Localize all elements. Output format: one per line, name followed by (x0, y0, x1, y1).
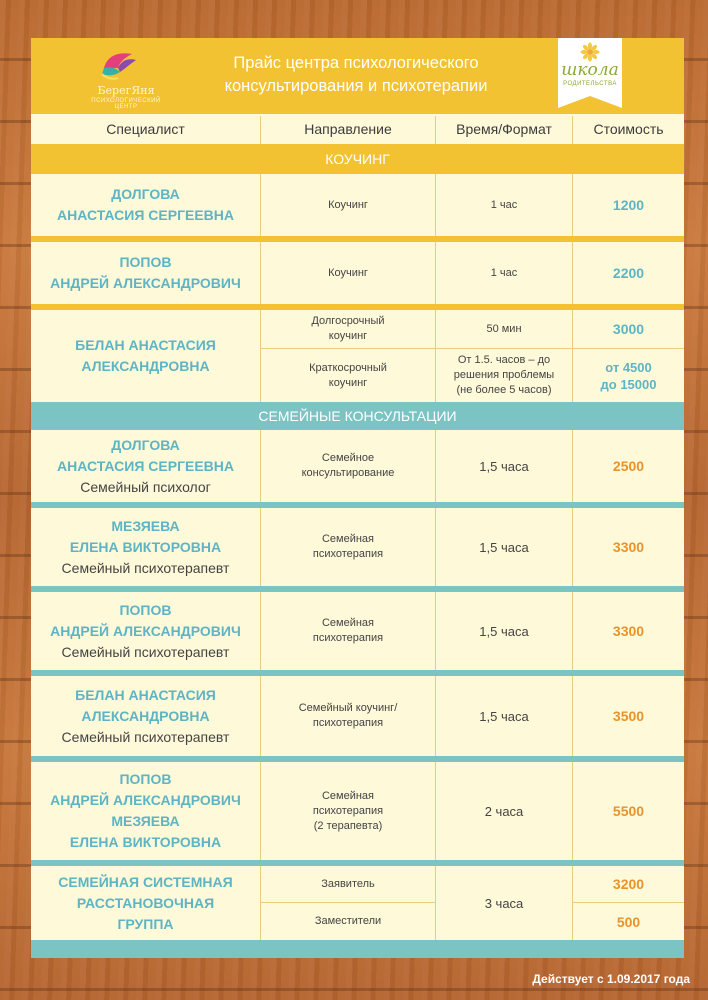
divider (572, 310, 573, 402)
page-title (191, 52, 521, 98)
specialist-name: ПОПОВ (119, 771, 172, 787)
specialist-role: Семейный психолог (80, 478, 211, 495)
column-header-specialist: Специалист (106, 121, 185, 137)
divider (435, 174, 436, 236)
divider (260, 762, 261, 860)
price-text: до 15000 (600, 376, 657, 392)
direction-cell (261, 762, 435, 860)
direction-cell: Заместители (314, 915, 382, 927)
price-text: от 4500 (605, 359, 652, 375)
divider (260, 174, 261, 236)
price-cell: 3000 (612, 321, 645, 337)
title-line-1: Прайс центра психологического (233, 54, 479, 72)
direction-text: Краткосрочный (309, 361, 387, 374)
time-cell: 3 часа (484, 895, 524, 911)
divider (572, 508, 573, 586)
direction-text: коучинг (328, 330, 368, 342)
direction-text: Семейная (321, 789, 375, 802)
divider (435, 508, 436, 586)
specialist-role: Семейный психотерапевт (61, 559, 230, 576)
bottom-bar (31, 940, 684, 958)
specialist-cell (31, 676, 260, 756)
specialist-name: ГРУППА (117, 915, 174, 932)
price-cell: 5500 (612, 803, 645, 819)
direction-text: психотерапия (312, 632, 384, 644)
specialist-name: БЕЛАН АНАСТАСИЯ (75, 686, 216, 703)
divider (435, 116, 436, 144)
direction-cell (261, 349, 435, 402)
divider (572, 174, 573, 236)
specialist-name: АНАСТАСИЯ СЕРГЕЕВНА (56, 457, 235, 474)
price-cell: 1200 (612, 197, 645, 213)
direction-cell (261, 592, 435, 670)
divider (435, 866, 436, 940)
column-header-direction: Направление (304, 121, 392, 137)
direction-text: психотерапия (312, 804, 384, 817)
divider (572, 866, 573, 940)
specialist-cell (31, 762, 260, 860)
time-text: решения проблемы (453, 369, 555, 381)
divider (572, 242, 573, 304)
divider (572, 762, 573, 860)
divider (435, 242, 436, 304)
price-cell: 3200 (612, 876, 645, 892)
divider (260, 676, 261, 756)
title-line-2: консультирования и психотерапии (224, 77, 488, 95)
time-cell: 1,5 часа (479, 623, 529, 639)
specialist-cell (31, 592, 260, 670)
specialist-name: МЕЗЯЕВА (111, 813, 180, 829)
time-cell: 2 часа (484, 803, 524, 819)
divider (260, 866, 261, 940)
validity-note: Действует с 1.09.2017 года (532, 972, 690, 986)
specialist-cell (31, 310, 260, 402)
specialist-cell (31, 242, 260, 304)
price-cell: 3500 (612, 708, 645, 724)
time-cell: 1 час (490, 198, 518, 211)
direction-cell: Коучинг (328, 266, 368, 279)
direction-cell (261, 676, 435, 756)
specialist-name: РАССТАНОВОЧНАЯ (76, 894, 215, 911)
divider (260, 116, 261, 144)
direction-text: (2 терапевта) (313, 819, 383, 832)
specialist-cell (31, 866, 260, 940)
direction-cell (261, 430, 435, 502)
section-family: СЕМЕЙНЫЕ КОНСУЛЬТАЦИИ (31, 402, 684, 430)
divider (260, 592, 261, 670)
direction-text: Долгосрочный (311, 315, 385, 327)
specialist-name: ЕЛЕНА ВИКТОРОВНА (69, 834, 222, 850)
specialist-cell (31, 508, 260, 586)
column-header-price: Стоимость (593, 121, 664, 137)
price-cell: 2500 (612, 458, 645, 474)
center-logo (86, 48, 166, 108)
specialist-name: ДОЛГОВА (111, 186, 180, 202)
time-text: От 1.5. часов – до (457, 354, 551, 366)
specialist-name: МЕЗЯЕВА (111, 517, 180, 534)
time-cell: 1,5 часа (479, 708, 529, 724)
divider (435, 592, 436, 670)
direction-text: психотерапия (312, 717, 384, 729)
time-cell: 50 мин (486, 322, 522, 335)
school-logo-subtitle: РОДИТЕЛЬСТВА (563, 81, 617, 87)
specialist-name: АНДРЕЙ АЛЕКСАНДРОВИЧ (50, 622, 241, 639)
specialist-name: АЛЕКСАНДРОВНА (81, 707, 210, 724)
direction-text: Семейный коучинг/ (298, 702, 398, 714)
direction-text: консультирование (301, 467, 395, 479)
specialist-name: АНДРЕЙ АЛЕКСАНДРОВИЧ (50, 275, 241, 291)
divider (435, 430, 436, 502)
divider (260, 508, 261, 586)
price-cell: 2200 (612, 265, 645, 281)
direction-text: психотерапия (312, 548, 384, 560)
specialist-name: СЕМЕЙНАЯ СИСТЕМНАЯ (58, 873, 233, 890)
price-sheet (31, 38, 684, 958)
specialist-name: ПОПОВ (119, 601, 172, 618)
school-logo (558, 38, 622, 108)
specialist-name: ЕЛЕНА ВИКТОРОВНА (69, 538, 222, 555)
specialist-name: АНАСТАСИЯ СЕРГЕЕВНА (56, 207, 235, 223)
time-cell: 1,5 часа (479, 539, 529, 555)
specialist-name: АЛЕКСАНДРОВНА (81, 358, 210, 374)
price-cell: 3300 (612, 623, 645, 639)
time-cell: 1 час (490, 266, 518, 279)
section-coaching: КОУЧИНГ (31, 144, 684, 174)
direction-cell (261, 508, 435, 586)
price-cell (573, 349, 684, 402)
center-logo-subtitle: ПСИХОЛОГИЧЕСКИЙ ЦЕНТР (91, 98, 161, 110)
direction-text: Семейная (321, 617, 375, 629)
direction-text: Семейное (321, 452, 375, 464)
direction-cell (261, 310, 435, 348)
direction-cell: Коучинг (328, 198, 368, 211)
specialist-role: Семейный психотерапевт (61, 643, 230, 660)
divider (572, 676, 573, 756)
specialist-cell (31, 174, 260, 236)
price-cell: 3300 (612, 539, 645, 555)
divider (260, 430, 261, 502)
time-text: (не более 5 часов) (456, 384, 552, 396)
specialist-cell (31, 430, 260, 502)
direction-text: Семейная (321, 533, 375, 545)
specialist-name: БЕЛАН АНАСТАСИЯ (75, 337, 216, 353)
divider (572, 116, 573, 144)
direction-text: коучинг (328, 376, 368, 389)
time-cell (436, 349, 572, 402)
divider (435, 676, 436, 756)
direction-cell: Заявитель (321, 877, 375, 890)
school-logo-name: школа (561, 60, 619, 80)
center-logo-name: БерегЯня (97, 84, 155, 97)
price-cell: 500 (616, 913, 641, 930)
divider (572, 592, 573, 670)
bird-logo-icon (98, 50, 138, 84)
time-cell: 1,5 часа (479, 458, 529, 474)
column-header-time: Время/Формат (456, 121, 552, 137)
header (31, 38, 684, 114)
specialist-name: АНДРЕЙ АЛЕКСАНДРОВИЧ (50, 792, 241, 808)
divider (435, 762, 436, 860)
specialist-role: Семейный психотерапевт (61, 728, 230, 745)
specialist-name: ПОПОВ (119, 254, 172, 270)
specialist-name: ДОЛГОВА (111, 436, 180, 453)
divider (260, 310, 261, 402)
divider (435, 310, 436, 402)
divider (260, 242, 261, 304)
divider (572, 430, 573, 502)
